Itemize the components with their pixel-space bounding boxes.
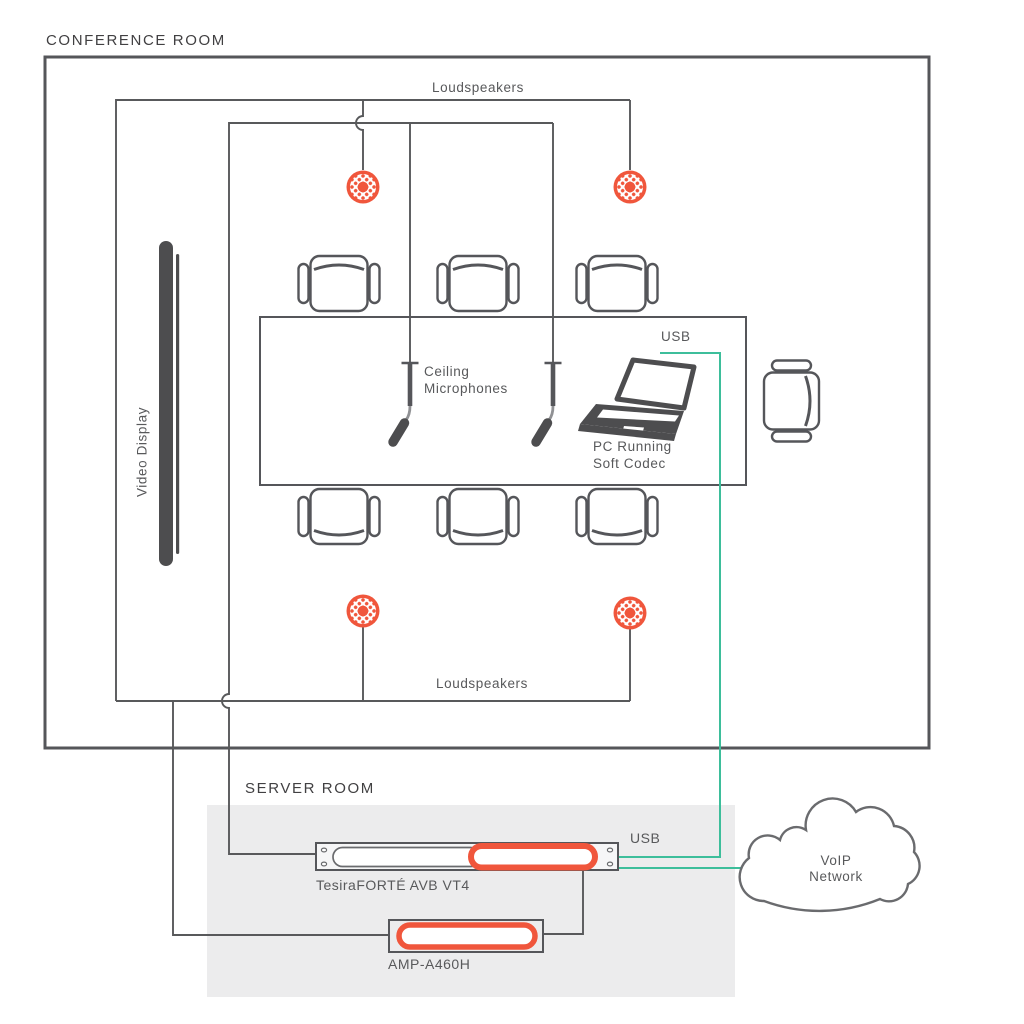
loudspeaker-icon: [347, 595, 380, 628]
chair-icon: [299, 256, 380, 311]
amp-label: AMP-A460H: [388, 956, 471, 972]
voip-network-label: [809, 853, 863, 885]
loudspeakers-bottom-label: Loudspeakers: [435, 676, 529, 691]
conference-room-title: CONFERENCE ROOM: [46, 32, 226, 49]
voip-label-line2: Network: [809, 869, 863, 884]
amp-device: [389, 920, 543, 952]
pc-label-line2: Soft Codec: [593, 456, 666, 471]
loudspeaker-icon: [347, 171, 380, 204]
chair-icon: [438, 489, 519, 544]
tesira-forte-device: [316, 843, 618, 870]
usb-server-label: USB: [630, 830, 661, 846]
loudspeakers-top-label: Loudspeakers: [431, 80, 525, 95]
video-display-label: Video Display: [134, 406, 150, 498]
chair-icon: [438, 256, 519, 311]
chair-icon: [764, 361, 819, 442]
ceiling-microphones-label-line1: Ceiling: [424, 364, 470, 379]
chair-icon: [299, 489, 380, 544]
ceiling-microphones-label: [424, 363, 508, 397]
loudspeaker-icon: [614, 171, 647, 204]
loudspeaker-icon: [614, 597, 647, 630]
voip-label-line1: VoIP: [820, 853, 852, 868]
pc-label-line1: PC Running: [593, 439, 672, 454]
server-room-title: SERVER ROOM: [245, 780, 375, 797]
video-display-icon: [159, 241, 179, 566]
microphone-wiring: [222, 123, 553, 854]
chair-icon: [577, 256, 658, 311]
pc-soft-codec-label: [593, 438, 672, 472]
chair-icon: [577, 489, 658, 544]
tesira-forte-label: TesiraFORTÉ AVB VT4: [316, 877, 470, 893]
usb-table-label: USB: [661, 329, 691, 344]
ceiling-microphones-label-line2: Microphones: [424, 381, 508, 396]
